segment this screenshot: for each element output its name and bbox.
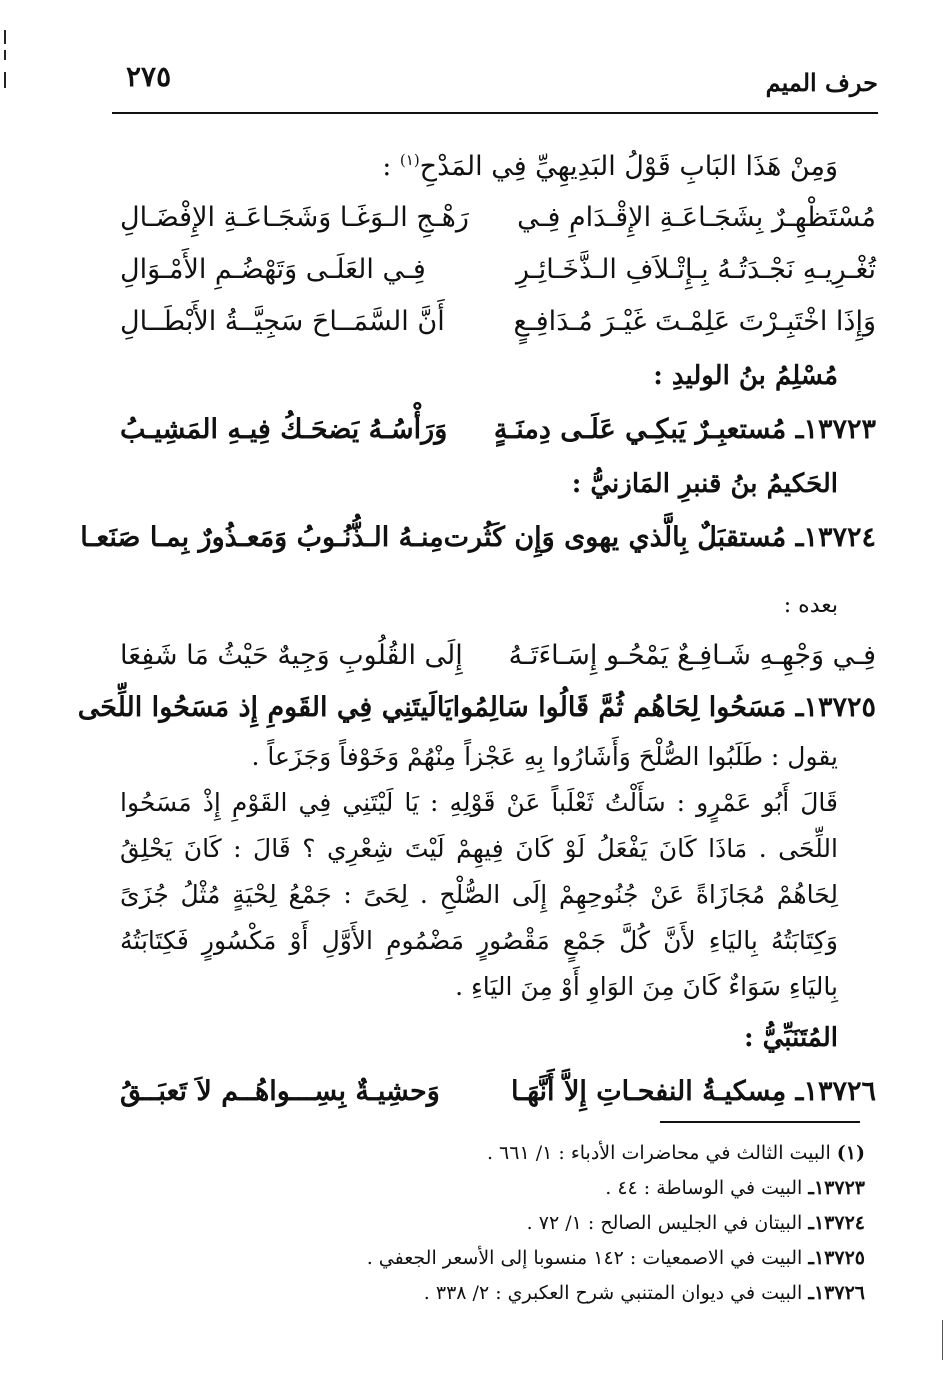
spacer <box>120 564 876 582</box>
main-text <box>77 140 876 1118</box>
footnote-number: ١٣٧٢٦ـ <box>808 1282 865 1304</box>
verse-first-hemistich: ١٣٧٢٥ـ مَسَحُوا لِحَاهُم ثُمَّ قَالُوا سَالِمُوا <box>452 692 876 723</box>
scan-edge-mark <box>4 50 6 60</box>
footnote <box>120 1136 865 1171</box>
numbered-verse-13726 <box>120 1066 876 1118</box>
footnote-text: البيت في ديوان المتنبي شرح العكبري : ٢/ ٣٣٨ . <box>423 1282 803 1304</box>
header-rule <box>112 112 878 114</box>
verse-first-hemistich: مُسْتَظْهِـرٌ بِشَجَـاعَـةِ الإِقْـدَامِ فِـي <box>517 202 876 233</box>
poet-attribution: الحَكيمُ بنُ قنبرِ المَازنيُّ : <box>571 469 838 499</box>
footnote <box>120 1206 865 1241</box>
footnote-number: ١٣٧٢٤ـ <box>808 1212 865 1234</box>
footnote-text: البيت الثالث في محاضرات الأدباء : ١/ ٦٦١ . <box>486 1142 831 1164</box>
verse-second-hemistich: مِنـهُ الـذُّنُـوبُ وَمَعـذُورٌ بِمـا صَنَعـا <box>80 522 444 553</box>
verse-second-hemistich: فِـي العَلَـى وَتَهْضُـمِ الأَمْـوَالِ <box>120 254 426 285</box>
footnote-number: (١) <box>836 1142 865 1164</box>
commentary <box>120 734 876 1010</box>
verse-first-hemistich: تُغْـرِيـهِ نَجْـدَتُـهُ بِـإِتْـلاَفِ الـذَّخَـائِـرِ <box>515 254 876 285</box>
scan-edge-mark <box>942 1320 943 1360</box>
footnote-text: البيت في الاصمعيات : ١٤٢ منسوبا إلى الأسعر الجعفي . <box>366 1247 803 1269</box>
verse-first-hemistich: ١٣٧٢٣ـ مُستعبِـرٌ يَبكِـي عَلَـى دِمنَـةٍ <box>493 414 876 445</box>
footnotes <box>120 1136 865 1311</box>
intro-text: وَمِنْ هَذَا البَابِ قَوْلُ البَدِيهِيِّ فِي المَدْحِ <box>419 151 838 182</box>
verse-first-hemistich: وَإِذَا اخْتَبِـرْتَ عَلِمْـتَ غَيْـرَ مُـدَافِـعٍ <box>513 306 876 337</box>
commentary-paragraph: قَالَ أَبُو عَمْرٍو : سَأَلْتُ ثَعْلَباً عَنْ قَوْلِهِ : يَا لَيْتَنِي فِي القَوْمِ إِذْ مَسَحُوا اللِّحَى . مَاذَا كَانَ يَفْعَلُ لَوْ كَانَ فِيهِمْ لَيْتَ شِعْرِي ؟ قَالَ : كَانَ يَحْلِقُ لِحَاهُمْ مُجَازَاةً عَنْ جُنُوحِهِمْ إِلَى الصُّلْحِ . لِحَىً : جَمْعُ لِحْيَةٍ مُثْلُ جُزَىً وَكِتَابَتُهُ بِاليَاءِ لأَنَّ كُلَّ جَمْعٍ مَقْصُورٍ مَضْمُومِ الأَوَّلِ أَوْ مَكْسُورٍ فَكِتَابَتُهُ بِاليَاءِ سَوَاءٌ كَانَ مِنَ الوَاوِ أَوْ مِنَ اليَاءِ . <box>120 788 838 1001</box>
verse-line <box>120 296 876 348</box>
intro-colon: : <box>382 151 392 182</box>
page-header <box>112 58 878 102</box>
page-number: ٢٧٥ <box>126 60 172 93</box>
footnote-ref: (١) <box>399 151 420 169</box>
verse-second-hemistich: رَهْـجِ الـوَغَـا وَشَجَـاعَـةِ الإِفْضَـالِ <box>120 202 469 233</box>
scan-edge-mark <box>4 72 6 88</box>
verse-line <box>120 630 876 682</box>
footnote-number: ١٣٧٢٥ـ <box>808 1247 865 1269</box>
numbered-verse-13724 <box>80 512 876 564</box>
verse-second-hemistich: يَالَيتَنِي فِي القَومِ إِذ مَسَحُوا اللِّحَى <box>77 692 453 723</box>
numbered-verse-13725 <box>77 682 876 734</box>
gloss-paragraph: يقول : طَلَبُوا الصُّلْحَ وَأَشَارُوا بِهِ عَجْزاً مِنْهُمْ وَخَوْفاً وَجَزَعاً . <box>251 742 838 771</box>
footnote-text: البيت في الوساطة : ٤٤ . <box>605 1177 803 1199</box>
footnote <box>120 1241 865 1276</box>
footnote-number: ١٣٧٢٣ـ <box>808 1177 865 1199</box>
intro-line <box>120 140 876 192</box>
verse-line <box>120 192 876 244</box>
verse-second-hemistich: أَنَّ السَّمَــاحَ سَجِيَّــةُ الأَبْطَــالِ <box>120 306 445 337</box>
verse-second-hemistich: وَحشِيـةٌ بِسِـــواهُــم لاَ تَعبَــقُ <box>120 1076 440 1107</box>
verse-first-hemistich: ١٣٧٢٦ـ مِسكيـةُ النفحـاتِ إِلاَّ أَنَّهَـا <box>510 1076 876 1107</box>
verse-second-hemistich: وَرَأْسُـهُ يَضحَـكُ فِيـهِ المَشِيـبُ <box>120 414 448 445</box>
footnote <box>120 1171 865 1206</box>
verse-first-hemistich: فِـي وَجْهِـهِ شَـافِـعٌ يَمْحُـو إِسَـاءَتَـهُ <box>508 640 876 671</box>
poet-attribution: المُتَنَبِّيُّ : <box>743 1023 838 1053</box>
verse-first-hemistich: ١٣٧٢٤ـ مُستقبَلٌ بِالَّذي يهوى وَإِن كَثُرت <box>443 522 876 553</box>
verse-second-hemistich: إِلَى القُلُوبِ وَجِيهٌ حَيْثُ مَا شَفِعَا <box>120 640 463 671</box>
footnote-rule <box>660 1121 860 1123</box>
after-label: بعده : <box>783 593 838 618</box>
poet-attribution: مُسْلِمُ بنُ الوليدِ : <box>653 361 838 391</box>
running-head: حرف الميم <box>765 68 878 97</box>
verse-line <box>120 244 876 296</box>
footnote-text: البيتان في الجليس الصالح : ١/ ٧٢ . <box>526 1212 803 1234</box>
footnote <box>120 1276 865 1311</box>
scan-edge-mark <box>4 30 6 44</box>
numbered-verse-13723 <box>120 404 876 456</box>
